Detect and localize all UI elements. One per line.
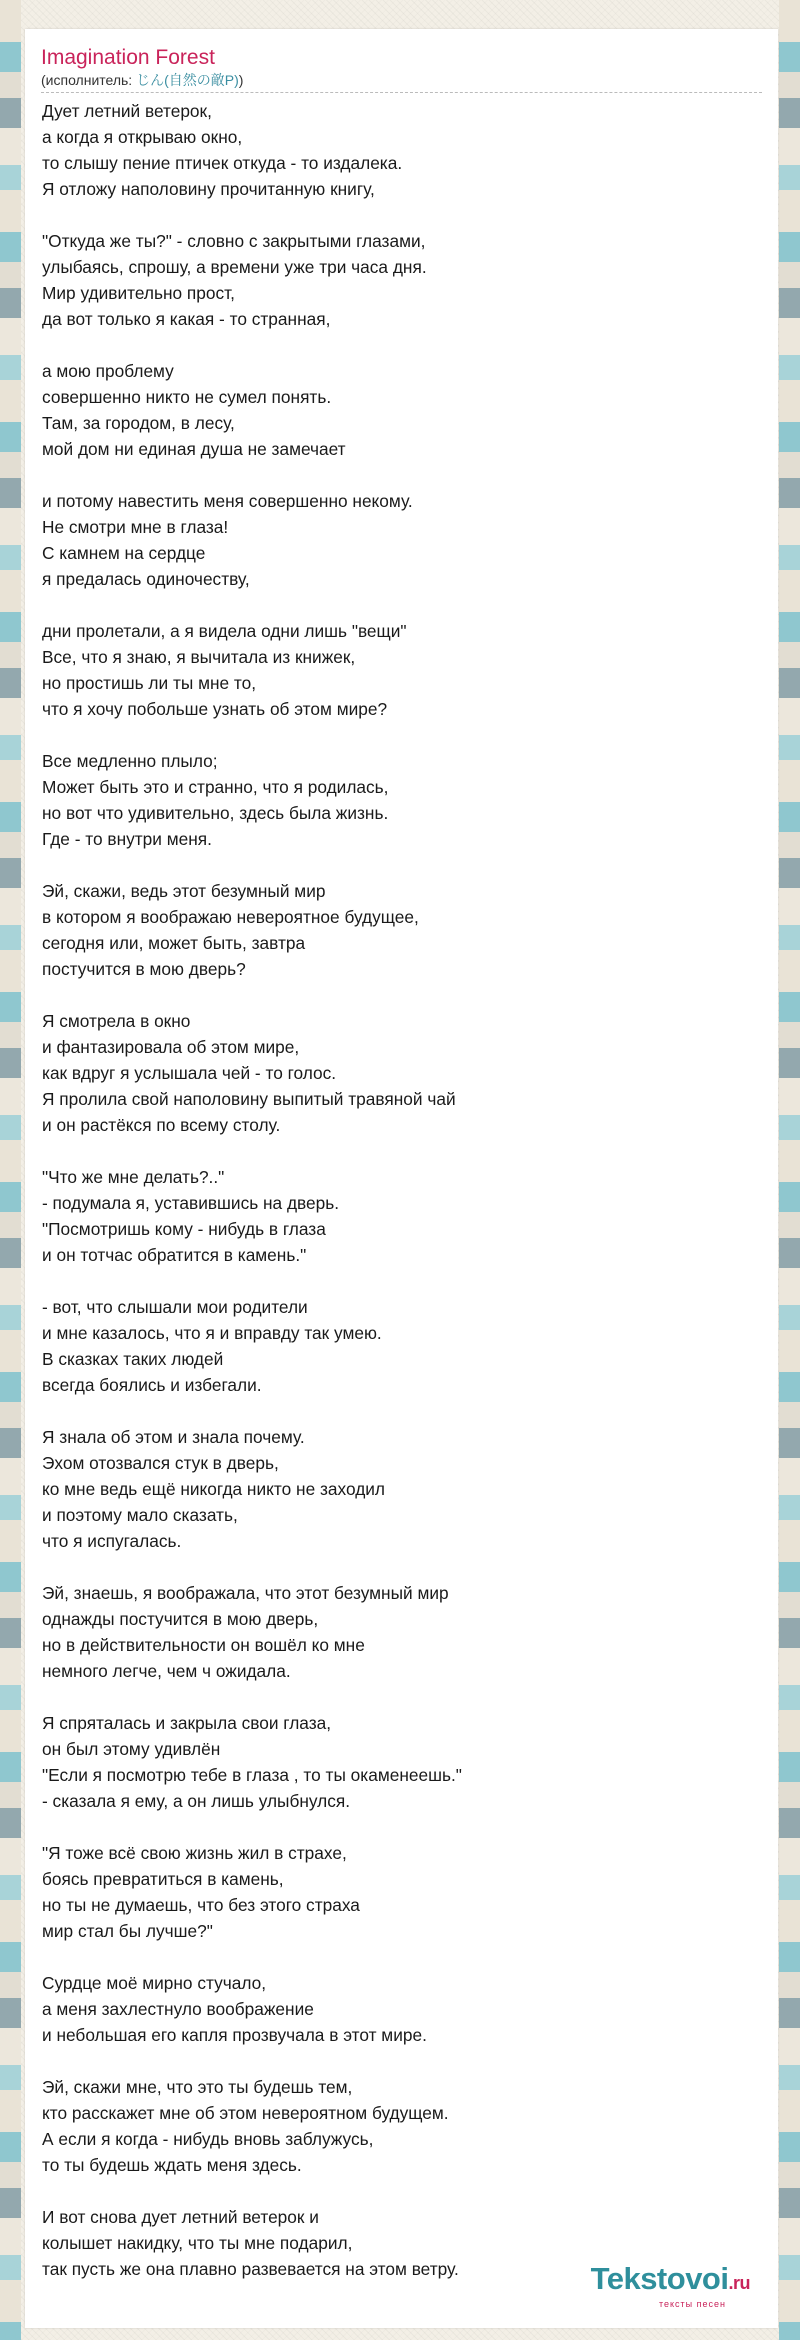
lyric-line: а когда я открываю окно, (42, 127, 243, 147)
stanza-break (42, 852, 762, 878)
lyric-line: - подумала я, уставившись на дверь. (42, 1193, 340, 1213)
site-watermark[interactable] (591, 2263, 750, 2309)
lyric-line: улыбаясь, спрошу, а времени уже три часа дня. (42, 257, 427, 277)
stanza-break (42, 1398, 762, 1424)
song-title: Imagination Forest (41, 46, 215, 69)
lyrics-body (42, 98, 762, 2282)
lyric-line: как вдруг я услышала чей - то голос. (42, 1063, 337, 1083)
lyric-line: "Посмотришь кому - нибудь в глаза (42, 1219, 326, 1239)
lyric-line: С камнем на сердце (42, 543, 206, 563)
lyric-line: но в действительности он вошёл ко мне (42, 1635, 365, 1655)
lyric-line: ко мне ведь ещё никогда никто не заходил (42, 1479, 386, 1499)
lyric-line: немного легче, чем ч ожидала. (42, 1661, 291, 1681)
lyric-line: "Если я посмотрю тебе в глаза , то ты окаменеешь." (42, 1765, 462, 1785)
lyric-line: то слышу пение птичек откуда - то издалека. (42, 153, 403, 173)
lyric-line: И вот снова дует летний ветерок и (42, 2207, 319, 2227)
lyric-line: кто расскажет мне об этом невероятном будущем. (42, 2103, 449, 2123)
lyric-line: Эй, знаешь, я воображала, что этот безумный мир (42, 1583, 449, 1603)
lyric-line: а мою проблему (42, 361, 174, 381)
watermark-tagline: тексты песен (658, 2299, 726, 2309)
lyric-line: В сказках таких людей (42, 1349, 224, 1369)
artist-link[interactable]: じん(自然の敵P) (136, 72, 239, 88)
lyric-line: но простишь ли ты мне то, (42, 673, 257, 693)
lyric-line: Я пролила свой наполовину выпитый травяной чай (42, 1089, 456, 1109)
stanza-break (42, 1554, 762, 1580)
stanza-break (42, 1684, 762, 1710)
lyric-line: что я испугалась. (42, 1531, 182, 1551)
stanza-break (42, 982, 762, 1008)
lyric-line: всегда боялись и избегали. (42, 1375, 262, 1395)
lyric-line: совершенно никто не сумел понять. (42, 387, 332, 407)
left-decorative-stripe (0, 0, 21, 2340)
lyric-line: - сказала я ему, а он лишь улыбнулся. (42, 1791, 351, 1811)
lyric-line: Там, за городом, в лесу, (42, 413, 235, 433)
artist-prefix: (исполнитель: (41, 72, 137, 88)
lyric-line: Эхом отозвался стук в дверь, (42, 1453, 279, 1473)
lyric-line: Не смотри мне в глаза! (42, 517, 229, 537)
lyric-line: постучится в мою дверь? (42, 959, 246, 979)
lyric-line: - вот, что слышали мои родители (42, 1297, 308, 1317)
lyric-line: а меня захлестнуло воображение (42, 1999, 314, 2019)
lyric-line: но вот что удивительно, здесь была жизнь. (42, 803, 389, 823)
stanza-break (42, 1268, 762, 1294)
stanza-break (42, 2048, 762, 2074)
lyric-line: Я спряталась и закрыла свои глаза, (42, 1713, 332, 1733)
watermark-logo (591, 2263, 750, 2299)
lyric-line: Эй, скажи мне, что это ты будешь тем, (42, 2077, 353, 2097)
lyric-line: в котором я воображаю невероятное будущее, (42, 907, 419, 927)
lyric-line: Дует летний ветерок, (42, 101, 212, 121)
stanza-break (42, 462, 762, 488)
lyric-line: я предалась одиночеству, (42, 569, 250, 589)
stanza-break (42, 202, 762, 228)
lyric-line: дни пролетали, а я видела одни лишь "вещи" (42, 621, 407, 641)
lyric-line: сегодня или, может быть, завтра (42, 933, 306, 953)
lyric-line: Сурдце моё мирно стучало, (42, 1973, 267, 1993)
lyric-line: Я смотрела в окно (42, 1011, 191, 1031)
lyric-line: да вот только я какая - то странная, (42, 309, 331, 329)
lyric-line: боясь превратиться в камень, (42, 1869, 284, 1889)
lyric-line: и потому навестить меня совершенно некому. (42, 491, 413, 511)
stanza-break (42, 1138, 762, 1164)
stanza-break (42, 332, 762, 358)
header-divider (41, 92, 762, 93)
artist-suffix: ) (238, 72, 244, 88)
watermark-brand: Tekstovoi (590, 2261, 729, 2296)
stanza-break (42, 1944, 762, 1970)
lyrics-card (25, 29, 778, 2328)
lyric-line: "Я тоже всё свою жизнь жил в страхе, (42, 1843, 347, 1863)
lyric-line: "Что же мне делать?.." (42, 1167, 225, 1187)
lyric-line: и небольшая его капля прозвучала в этот мире. (42, 2025, 427, 2045)
stanza-break (42, 2178, 762, 2204)
stanza-break (42, 592, 762, 618)
lyric-line: и он тотчас обратится в камень." (42, 1245, 307, 1265)
lyric-line: что я хочу побольше узнать об этом мире? (42, 699, 388, 719)
lyric-line: А если я когда - нибудь вновь заблужусь, (42, 2129, 374, 2149)
stanza-break (42, 1814, 762, 1840)
watermark-tld: .ru (728, 2273, 750, 2293)
lyric-line: Где - то внутри меня. (42, 829, 212, 849)
lyric-line: Я отложу наполовину прочитанную книгу, (42, 179, 375, 199)
lyric-line: колышет накидку, что ты мне подарил, (42, 2233, 353, 2253)
lyric-line: и он растёкся по всему столу. (42, 1115, 281, 1135)
lyric-line: "Откуда же ты?" - словно с закрытыми глазами, (42, 231, 426, 251)
artist-line (41, 71, 243, 89)
lyric-line: Все медленно плыло; (42, 751, 218, 771)
lyric-line: и фантазировала об этом мире, (42, 1037, 300, 1057)
lyric-line: Эй, скажи, ведь этот безумный мир (42, 881, 326, 901)
lyric-line: Все, что я знаю, я вычитала из книжек, (42, 647, 356, 667)
lyric-line: и поэтому мало сказать, (42, 1505, 238, 1525)
lyric-line: однажды постучится в мою дверь, (42, 1609, 319, 1629)
lyric-line: он был этому удивлён (42, 1739, 221, 1759)
lyric-line: но ты не думаешь, что без этого страха (42, 1895, 360, 1915)
lyric-line: так пусть же она плавно развевается на этом ветру. (42, 2259, 459, 2279)
lyric-line: мир стал бы лучше?" (42, 1921, 213, 1941)
lyric-line: Я знала об этом и знала почему. (42, 1427, 305, 1447)
lyric-line: и мне казалось, что я и вправду так умею. (42, 1323, 382, 1343)
lyric-line: Мир удивительно прост, (42, 283, 235, 303)
stanza-break (42, 722, 762, 748)
lyric-line: то ты будешь ждать меня здесь. (42, 2155, 302, 2175)
lyric-line: мой дом ни единая душа не замечает (42, 439, 346, 459)
right-decorative-stripe (779, 0, 800, 2340)
lyric-line: Может быть это и странно, что я родилась, (42, 777, 389, 797)
